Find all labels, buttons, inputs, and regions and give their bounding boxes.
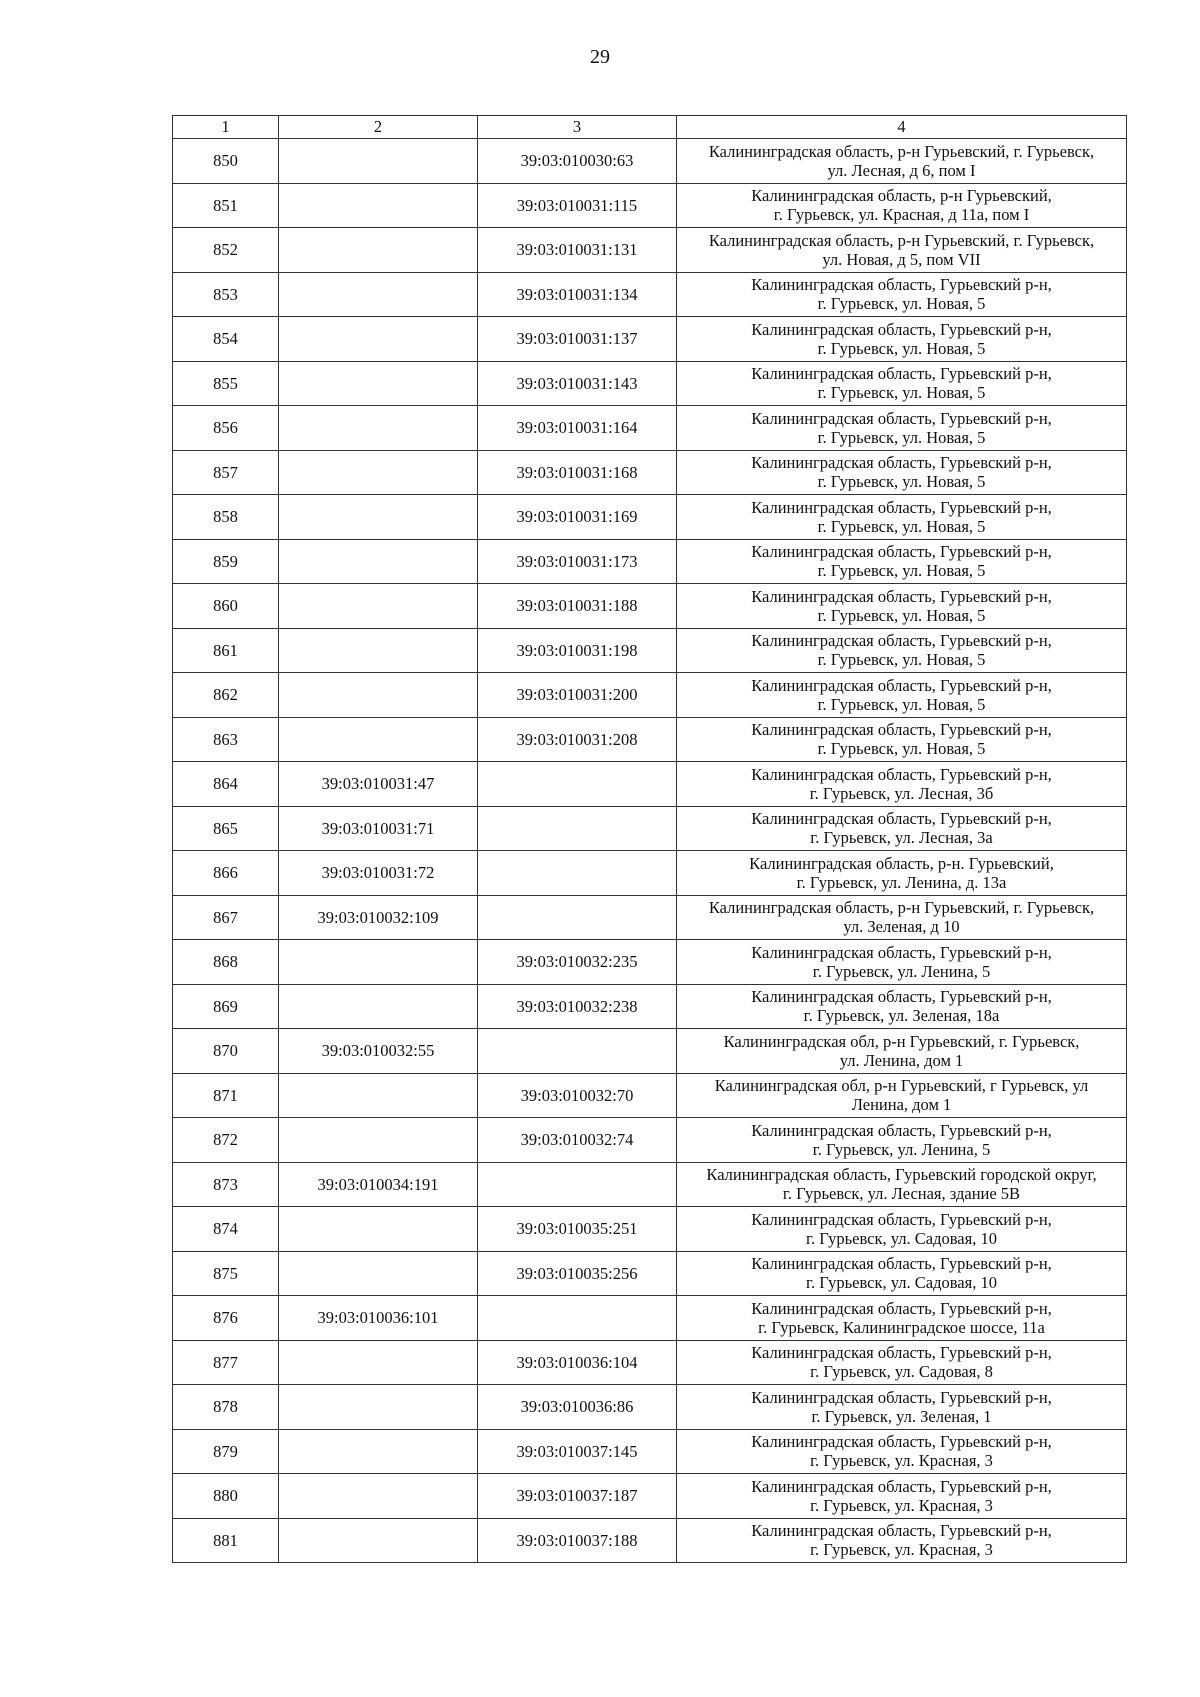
table-row: [173, 1251, 1127, 1296]
col3-cadastral-cell: [478, 895, 677, 940]
address-cell: [677, 1029, 1127, 1074]
address-line-2: г. Гурьевск, ул. Новая, 5: [817, 516, 986, 536]
address-line-2: г. Гурьевск, ул. Новая, 5: [817, 561, 986, 581]
address-line-2: ул. Лесная, д 6, пом I: [827, 160, 976, 180]
col3-cadastral-cell: 39:03:010031:143: [478, 361, 677, 406]
col2-cadastral-cell: [279, 940, 478, 985]
table-row: [173, 1518, 1127, 1563]
row-number-cell: 866: [173, 851, 279, 896]
col3-cadastral-cell: 39:03:010031:131: [478, 228, 677, 273]
row-number-cell: 858: [173, 495, 279, 540]
col3-cadastral-cell: 39:03:010031:198: [478, 628, 677, 673]
table-row: [173, 1340, 1127, 1385]
col2-cadastral-cell: [279, 1429, 478, 1474]
address-line-2: г. Гурьевск, ул. Садовая, 10: [806, 1273, 997, 1293]
col3-cadastral-cell: 39:03:010032:235: [478, 940, 677, 985]
row-number-cell: 856: [173, 406, 279, 451]
address-line-1: Калининградская область, р-н. Гурьевский,: [749, 853, 1054, 873]
col2-cadastral-cell: [279, 1340, 478, 1385]
address-line-2: г. Гурьевск, ул. Новая, 5: [817, 294, 986, 314]
address-line-1: Калининградская обл, р-н Гурьевский, г. Гурьевск,: [723, 1031, 1080, 1051]
address-line-1: Калининградская область, Гурьевский р-н,: [751, 1387, 1052, 1407]
address-line-2: г. Гурьевск, ул. Красная, 3: [810, 1495, 993, 1515]
address-line-2: г. Гурьевск, ул. Новая, 5: [817, 739, 986, 759]
col3-cadastral-cell: [478, 1162, 677, 1207]
address-cell: [677, 1162, 1127, 1207]
address-line-1: Калининградская область, Гурьевский р-н,: [751, 675, 1052, 695]
col3-cadastral-cell: 39:03:010031:169: [478, 495, 677, 540]
table-row: [173, 450, 1127, 495]
address-line-2: ул. Новая, д 5, пом VII: [822, 249, 981, 269]
address-line-2: г. Гурьевск, ул. Новая, 5: [817, 605, 986, 625]
address-line-1: Калининградская область, Гурьевский городской округ,: [706, 1165, 1097, 1185]
address-line-2: г. Гурьевск, ул. Красная, 3: [810, 1451, 993, 1471]
row-number-cell: 853: [173, 272, 279, 317]
col2-cadastral-cell: [279, 984, 478, 1029]
address-line-1: Калининградская область, Гурьевский р-н,: [751, 764, 1052, 784]
address-cell: [677, 895, 1127, 940]
address-cell: [677, 1073, 1127, 1118]
row-number-cell: 880: [173, 1474, 279, 1519]
col3-cadastral-cell: 39:03:010032:238: [478, 984, 677, 1029]
address-cell: [677, 1296, 1127, 1341]
table-row: [173, 1162, 1127, 1207]
col3-cadastral-cell: 39:03:010031:200: [478, 673, 677, 718]
col2-cadastral-cell: [279, 584, 478, 629]
row-number-cell: 881: [173, 1518, 279, 1563]
col2-cadastral-cell: [279, 1385, 478, 1430]
address-cell: [677, 806, 1127, 851]
col3-cadastral-cell: [478, 806, 677, 851]
col2-cadastral-cell: [279, 1251, 478, 1296]
col2-cadastral-cell: [279, 1118, 478, 1163]
col3-cadastral-cell: 39:03:010030:63: [478, 139, 677, 184]
address-line-1: Калининградская область, р-н Гурьевский,: [751, 186, 1052, 206]
header-cell-1: 1: [173, 116, 279, 139]
col3-cadastral-cell: 39:03:010031:134: [478, 272, 677, 317]
col2-cadastral-cell: 39:03:010036:101: [279, 1296, 478, 1341]
address-line-2: г. Гурьевск, ул. Красная, 3: [810, 1540, 993, 1560]
row-number-cell: 861: [173, 628, 279, 673]
address-line-2: г. Гурьевск, ул. Новая, 5: [817, 694, 986, 714]
col3-cadastral-cell: 39:03:010037:188: [478, 1518, 677, 1563]
address-line-1: Калининградская область, Гурьевский р-н,: [751, 1254, 1052, 1274]
col2-cadastral-cell: 39:03:010031:72: [279, 851, 478, 896]
col3-cadastral-cell: 39:03:010031:208: [478, 717, 677, 762]
row-number-cell: 868: [173, 940, 279, 985]
address-cell: [677, 1474, 1127, 1519]
address-line-2: г. Гурьевск, ул. Лесная, 3б: [809, 783, 994, 803]
address-cell: [677, 1385, 1127, 1430]
address-cell: [677, 1518, 1127, 1563]
address-cell: [677, 984, 1127, 1029]
row-number-cell: 875: [173, 1251, 279, 1296]
table-row: [173, 1474, 1127, 1519]
header-cell-2: 2: [279, 116, 478, 139]
address-cell: [677, 450, 1127, 495]
table-row: [173, 984, 1127, 1029]
row-number-cell: 857: [173, 450, 279, 495]
address-cell: [677, 1429, 1127, 1474]
table-row: [173, 851, 1127, 896]
col3-cadastral-cell: [478, 1029, 677, 1074]
address-cell: [677, 539, 1127, 584]
address-line-2: г. Гурьевск, ул. Лесная, 3а: [810, 828, 993, 848]
col2-cadastral-cell: [279, 1518, 478, 1563]
address-line-1: Калининградская область, Гурьевский р-н,: [751, 631, 1052, 651]
col3-cadastral-cell: 39:03:010036:104: [478, 1340, 677, 1385]
table-row: [173, 272, 1127, 317]
table-row: [173, 1029, 1127, 1074]
address-line-2: г. Гурьевск, ул. Новая, 5: [817, 427, 986, 447]
col2-cadastral-cell: [279, 539, 478, 584]
address-line-1: Калининградская область, Гурьевский р-н,: [751, 720, 1052, 740]
table-row: [173, 673, 1127, 718]
address-line-2: г. Гурьевск, ул. Новая, 5: [817, 338, 986, 358]
table-row: [173, 940, 1127, 985]
address-line-2: ул. Зеленая, д 10: [843, 917, 960, 937]
address-line-1: Калининградская область, Гурьевский р-н,: [751, 987, 1052, 1007]
address-line-2: г. Гурьевск, ул. Зеленая, 18а: [803, 1006, 1000, 1026]
address-cell: [677, 1340, 1127, 1385]
address-cell: [677, 406, 1127, 451]
table-row: [173, 1118, 1127, 1163]
address-line-1: Калининградская область, Гурьевский р-н,: [751, 497, 1052, 517]
registry-table: [172, 115, 1127, 1563]
address-line-1: Калининградская область, Гурьевский р-н,: [751, 1298, 1052, 1318]
table-row: [173, 361, 1127, 406]
col3-cadastral-cell: 39:03:010031:188: [478, 584, 677, 629]
row-number-cell: 877: [173, 1340, 279, 1385]
table-row: [173, 1385, 1127, 1430]
address-cell: [677, 673, 1127, 718]
address-cell: [677, 717, 1127, 762]
address-cell: [677, 584, 1127, 629]
table-row: [173, 1207, 1127, 1252]
col2-cadastral-cell: 39:03:010034:191: [279, 1162, 478, 1207]
col3-cadastral-cell: 39:03:010032:70: [478, 1073, 677, 1118]
address-line-1: Калининградская область, Гурьевский р-н,: [751, 408, 1052, 428]
table-row: [173, 584, 1127, 629]
table-row: [173, 139, 1127, 184]
address-cell: [677, 361, 1127, 406]
col2-cadastral-cell: 39:03:010032:55: [279, 1029, 478, 1074]
row-number-cell: 867: [173, 895, 279, 940]
col2-cadastral-cell: [279, 361, 478, 406]
col3-cadastral-cell: 39:03:010031:168: [478, 450, 677, 495]
col3-cadastral-cell: 39:03:010031:115: [478, 183, 677, 228]
address-cell: [677, 317, 1127, 362]
address-line-1: Калининградская область, Гурьевский р-н,: [751, 1120, 1052, 1140]
row-number-cell: 862: [173, 673, 279, 718]
address-cell: [677, 139, 1127, 184]
address-line-1: Калининградская область, Гурьевский р-н,: [751, 275, 1052, 295]
address-line-1: Калининградская область, Гурьевский р-н,: [751, 942, 1052, 962]
address-line-1: Калининградская область, Гурьевский р-н,: [751, 586, 1052, 606]
header-row: [173, 116, 1127, 139]
col2-cadastral-cell: [279, 1474, 478, 1519]
address-line-2: г. Гурьевск, ул. Ленина, 5: [812, 1139, 991, 1159]
table-row: [173, 1429, 1127, 1474]
address-line-2: г. Гурьевск, ул. Зеленая, 1: [811, 1406, 992, 1426]
address-cell: [677, 495, 1127, 540]
address-line-2: г. Гурьевск, ул. Садовая, 8: [810, 1362, 993, 1382]
address-cell: [677, 183, 1127, 228]
table-row: [173, 1073, 1127, 1118]
address-line-1: Калининградская область, р-н Гурьевский, г. Гурьевск,: [708, 141, 1095, 161]
row-number-cell: 878: [173, 1385, 279, 1430]
address-line-2: г. Гурьевск, ул. Лесная, здание 5В: [782, 1184, 1021, 1204]
address-line-2: г. Гурьевск, Калининградское шоссе, 11а: [758, 1317, 1045, 1337]
address-line-1: Калининградская область, Гурьевский р-н,: [751, 319, 1052, 339]
row-number-cell: 860: [173, 584, 279, 629]
col3-cadastral-cell: 39:03:010036:86: [478, 1385, 677, 1430]
table-row: [173, 628, 1127, 673]
table-row: [173, 495, 1127, 540]
header-cell-3: 3: [478, 116, 677, 139]
address-line-1: Калининградская область, Гурьевский р-н,: [751, 1209, 1052, 1229]
col2-cadastral-cell: 39:03:010031:47: [279, 762, 478, 807]
address-cell: [677, 762, 1127, 807]
row-number-cell: 851: [173, 183, 279, 228]
col2-cadastral-cell: [279, 450, 478, 495]
col2-cadastral-cell: [279, 406, 478, 451]
row-number-cell: 871: [173, 1073, 279, 1118]
col2-cadastral-cell: [279, 272, 478, 317]
address-line-1: Калининградская область, Гурьевский р-н,: [751, 364, 1052, 384]
table-row: [173, 539, 1127, 584]
row-number-cell: 863: [173, 717, 279, 762]
address-line-2: Ленина, дом 1: [851, 1095, 952, 1115]
header-cell-4: 4: [677, 116, 1127, 139]
row-number-cell: 874: [173, 1207, 279, 1252]
row-number-cell: 864: [173, 762, 279, 807]
address-line-2: г. Гурьевск, ул. Ленина, д. 13а: [796, 872, 1007, 892]
address-line-1: Калининградская обл, р-н Гурьевский, г Гурьевск, ул: [714, 1076, 1089, 1096]
col3-cadastral-cell: [478, 1296, 677, 1341]
address-cell: [677, 228, 1127, 273]
address-cell: [677, 1118, 1127, 1163]
address-line-1: Калининградская область, р-н Гурьевский, г. Гурьевск,: [708, 230, 1095, 250]
row-number-cell: 872: [173, 1118, 279, 1163]
col2-cadastral-cell: [279, 717, 478, 762]
row-number-cell: 855: [173, 361, 279, 406]
col2-cadastral-cell: [279, 673, 478, 718]
table-row: [173, 183, 1127, 228]
address-cell: [677, 940, 1127, 985]
col3-cadastral-cell: [478, 851, 677, 896]
col2-cadastral-cell: [279, 139, 478, 184]
table-row: [173, 1296, 1127, 1341]
table-row: [173, 762, 1127, 807]
address-line-2: г. Гурьевск, ул. Ленина, 5: [812, 961, 991, 981]
address-cell: [677, 851, 1127, 896]
col3-cadastral-cell: 39:03:010037:187: [478, 1474, 677, 1519]
address-line-1: Калининградская область, Гурьевский р-н,: [751, 1432, 1052, 1452]
row-number-cell: 852: [173, 228, 279, 273]
address-cell: [677, 628, 1127, 673]
table-row: [173, 317, 1127, 362]
col2-cadastral-cell: [279, 628, 478, 673]
row-number-cell: 850: [173, 139, 279, 184]
col3-cadastral-cell: 39:03:010035:256: [478, 1251, 677, 1296]
table-body: [173, 116, 1127, 1563]
address-line-2: г. Гурьевск, ул. Новая, 5: [817, 472, 986, 492]
table-row: [173, 228, 1127, 273]
col2-cadastral-cell: 39:03:010031:71: [279, 806, 478, 851]
col3-cadastral-cell: 39:03:010031:137: [478, 317, 677, 362]
col3-cadastral-cell: 39:03:010031:173: [478, 539, 677, 584]
row-number-cell: 879: [173, 1429, 279, 1474]
row-number-cell: 859: [173, 539, 279, 584]
address-line-2: г. Гурьевск, ул. Красная, д 11а, пом I: [773, 205, 1030, 225]
table-row: [173, 406, 1127, 451]
table-row: [173, 895, 1127, 940]
address-cell: [677, 1251, 1127, 1296]
address-cell: [677, 1207, 1127, 1252]
address-line-1: Калининградская область, Гурьевский р-н,: [751, 809, 1052, 829]
row-number-cell: 873: [173, 1162, 279, 1207]
col2-cadastral-cell: [279, 495, 478, 540]
address-line-1: Калининградская область, Гурьевский р-н,: [751, 1343, 1052, 1363]
address-line-1: Калининградская область, Гурьевский р-н,: [751, 1521, 1052, 1541]
col3-cadastral-cell: 39:03:010032:74: [478, 1118, 677, 1163]
col3-cadastral-cell: 39:03:010031:164: [478, 406, 677, 451]
col2-cadastral-cell: [279, 1073, 478, 1118]
row-number-cell: 876: [173, 1296, 279, 1341]
address-line-1: Калининградская область, Гурьевский р-н,: [751, 542, 1052, 562]
address-line-1: Калининградская область, р-н Гурьевский, г. Гурьевск,: [708, 898, 1095, 918]
col2-cadastral-cell: 39:03:010032:109: [279, 895, 478, 940]
row-number-cell: 854: [173, 317, 279, 362]
address-line-2: г. Гурьевск, ул. Садовая, 10: [806, 1228, 997, 1248]
address-line-2: г. Гурьевск, ул. Новая, 5: [817, 650, 986, 670]
row-number-cell: 865: [173, 806, 279, 851]
col2-cadastral-cell: [279, 183, 478, 228]
table-row: [173, 717, 1127, 762]
page-number: 29: [590, 46, 610, 68]
address-line-2: г. Гурьевск, ул. Новая, 5: [817, 383, 986, 403]
address-line-2: ул. Ленина, дом 1: [839, 1050, 964, 1070]
row-number-cell: 870: [173, 1029, 279, 1074]
col2-cadastral-cell: [279, 228, 478, 273]
address-cell: [677, 272, 1127, 317]
address-line-1: Калининградская область, Гурьевский р-н,: [751, 453, 1052, 473]
col3-cadastral-cell: 39:03:010037:145: [478, 1429, 677, 1474]
col3-cadastral-cell: 39:03:010035:251: [478, 1207, 677, 1252]
row-number-cell: 869: [173, 984, 279, 1029]
table-row: [173, 806, 1127, 851]
col2-cadastral-cell: [279, 1207, 478, 1252]
col2-cadastral-cell: [279, 317, 478, 362]
address-line-1: Калининградская область, Гурьевский р-н,: [751, 1476, 1052, 1496]
col3-cadastral-cell: [478, 762, 677, 807]
